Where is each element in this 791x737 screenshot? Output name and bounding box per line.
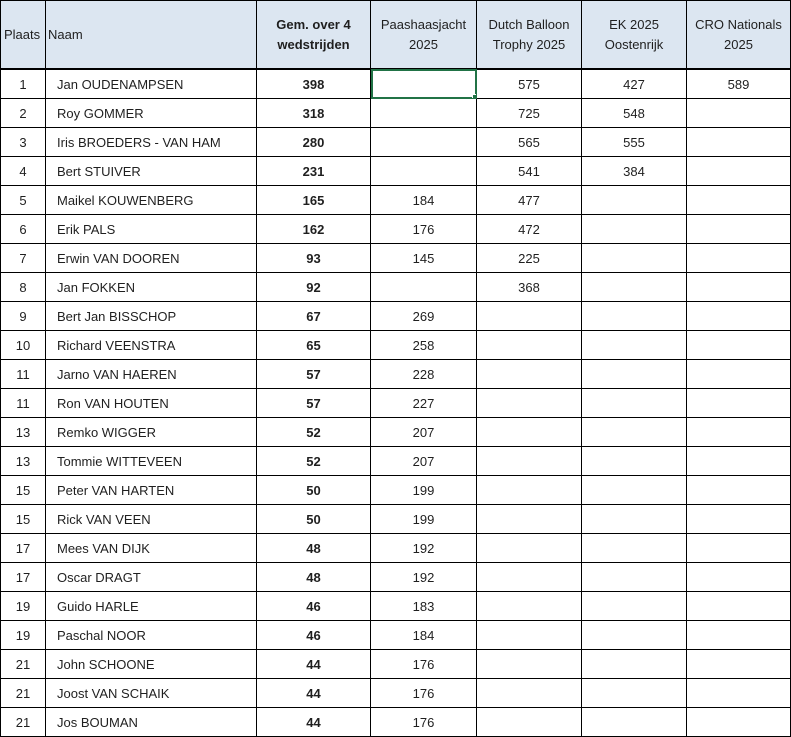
cell-average[interactable]: 57 <box>257 389 371 418</box>
cell-naam[interactable]: Jarno VAN HAEREN <box>46 360 257 389</box>
cell-ek-oostenrijk[interactable] <box>582 302 687 331</box>
cell-paashaasjacht[interactable]: 199 <box>371 476 477 505</box>
cell-ek-oostenrijk[interactable] <box>582 418 687 447</box>
cell-dutch-balloon-trophy[interactable] <box>477 592 582 621</box>
cell-paashaasjacht[interactable]: 207 <box>371 418 477 447</box>
cell-paashaasjacht[interactable]: 227 <box>371 389 477 418</box>
cell-naam[interactable]: Erik PALS <box>46 215 257 244</box>
header-dutch-balloon-trophy[interactable]: Dutch Balloon Trophy 2025 <box>477 1 582 70</box>
cell-plaats[interactable]: 7 <box>1 244 46 273</box>
cell-plaats[interactable]: 4 <box>1 157 46 186</box>
cell-plaats[interactable]: 11 <box>1 360 46 389</box>
cell-naam[interactable]: Peter VAN HARTEN <box>46 476 257 505</box>
cell-ek-oostenrijk[interactable] <box>582 563 687 592</box>
cell-average[interactable]: 48 <box>257 534 371 563</box>
cell-naam[interactable]: Joost VAN SCHAIK <box>46 679 257 708</box>
cell-naam[interactable]: Jan FOKKEN <box>46 273 257 302</box>
cell-naam[interactable]: Paschal NOOR <box>46 621 257 650</box>
cell-paashaasjacht[interactable]: 199 <box>371 505 477 534</box>
cell-cro-nationals[interactable] <box>687 621 791 650</box>
cell-ek-oostenrijk[interactable] <box>582 273 687 302</box>
cell-paashaasjacht[interactable] <box>371 99 477 128</box>
table-row <box>1 534 791 563</box>
cell-average[interactable]: 162 <box>257 215 371 244</box>
cell-dutch-balloon-trophy[interactable] <box>477 621 582 650</box>
cell-paashaasjacht[interactable]: 184 <box>371 621 477 650</box>
table-row <box>1 592 791 621</box>
cell-dutch-balloon-trophy[interactable] <box>477 360 582 389</box>
cell-paashaasjacht[interactable]: 184 <box>371 186 477 215</box>
cell-average[interactable]: 93 <box>257 244 371 273</box>
cell-cro-nationals[interactable]: 589 <box>687 69 791 99</box>
cell-dutch-balloon-trophy[interactable]: 368 <box>477 273 582 302</box>
header-ek-oostenrijk[interactable]: EK 2025 Oostenrijk <box>582 1 687 70</box>
cell-average[interactable]: 231 <box>257 157 371 186</box>
table-row <box>1 476 791 505</box>
cell-paashaasjacht[interactable]: 269 <box>371 302 477 331</box>
cell-cro-nationals[interactable] <box>687 360 791 389</box>
cell-average[interactable]: 46 <box>257 621 371 650</box>
table-row <box>1 128 791 157</box>
cell-naam[interactable]: Maikel KOUWENBERG <box>46 186 257 215</box>
cell-paashaasjacht[interactable] <box>371 273 477 302</box>
cell-cro-nationals[interactable] <box>687 708 791 737</box>
cell-cro-nationals[interactable] <box>687 418 791 447</box>
cell-plaats[interactable]: 3 <box>1 128 46 157</box>
cell-cro-nationals[interactable] <box>687 128 791 157</box>
cell-dutch-balloon-trophy[interactable]: 565 <box>477 128 582 157</box>
table-row <box>1 99 791 128</box>
cell-plaats[interactable]: 8 <box>1 273 46 302</box>
table-row <box>1 418 791 447</box>
table-row <box>1 621 791 650</box>
cell-naam[interactable]: Jos BOUMAN <box>46 708 257 737</box>
cell-naam[interactable]: Roy GOMMER <box>46 99 257 128</box>
cell-plaats[interactable]: 13 <box>1 447 46 476</box>
cell-ek-oostenrijk[interactable]: 548 <box>582 99 687 128</box>
cell-paashaasjacht[interactable]: 228 <box>371 360 477 389</box>
cell-average[interactable]: 398 <box>257 69 371 99</box>
cell-plaats[interactable]: 17 <box>1 534 46 563</box>
cell-ek-oostenrijk[interactable]: 555 <box>582 128 687 157</box>
table-row <box>1 157 791 186</box>
cell-cro-nationals[interactable] <box>687 679 791 708</box>
cell-cro-nationals[interactable] <box>687 99 791 128</box>
cell-naam[interactable]: Jan OUDENAMPSEN <box>46 69 257 99</box>
cell-naam[interactable]: Bert Jan BISSCHOP <box>46 302 257 331</box>
cell-naam[interactable]: Erwin VAN DOOREN <box>46 244 257 273</box>
cell-cro-nationals[interactable] <box>687 389 791 418</box>
cell-cro-nationals[interactable] <box>687 534 791 563</box>
header-average[interactable]: Gem. over 4 wedstrijden <box>257 1 371 70</box>
cell-plaats[interactable]: 19 <box>1 592 46 621</box>
cell-naam[interactable]: Richard VEENSTRA <box>46 331 257 360</box>
cell-average[interactable]: 318 <box>257 99 371 128</box>
cell-dutch-balloon-trophy[interactable] <box>477 302 582 331</box>
table-row <box>1 389 791 418</box>
cell-plaats[interactable]: 2 <box>1 99 46 128</box>
cell-ek-oostenrijk[interactable] <box>582 476 687 505</box>
cell-paashaasjacht[interactable] <box>371 128 477 157</box>
cell-ek-oostenrijk[interactable] <box>582 186 687 215</box>
cell-plaats[interactable]: 5 <box>1 186 46 215</box>
cell-plaats[interactable]: 21 <box>1 679 46 708</box>
cell-ek-oostenrijk[interactable] <box>582 331 687 360</box>
table-row <box>1 69 791 99</box>
cell-plaats[interactable]: 21 <box>1 650 46 679</box>
cell-cro-nationals[interactable] <box>687 331 791 360</box>
cell-cro-nationals[interactable] <box>687 302 791 331</box>
cell-average[interactable]: 92 <box>257 273 371 302</box>
cell-ek-oostenrijk[interactable] <box>582 650 687 679</box>
table-row <box>1 360 791 389</box>
cell-naam[interactable]: Iris BROEDERS - VAN HAM <box>46 128 257 157</box>
table-row <box>1 215 791 244</box>
cell-ek-oostenrijk[interactable] <box>582 679 687 708</box>
table-row <box>1 447 791 476</box>
header-row <box>1 1 791 70</box>
cell-average[interactable]: 50 <box>257 476 371 505</box>
cell-average[interactable]: 44 <box>257 708 371 737</box>
cell-cro-nationals[interactable] <box>687 476 791 505</box>
cell-paashaasjacht[interactable]: 258 <box>371 331 477 360</box>
cell-ek-oostenrijk[interactable]: 427 <box>582 69 687 99</box>
fill-handle[interactable] <box>472 94 477 99</box>
cell-ek-oostenrijk[interactable] <box>582 389 687 418</box>
cell-cro-nationals[interactable] <box>687 215 791 244</box>
cell-naam[interactable]: Guido HARLE <box>46 592 257 621</box>
cell-paashaasjacht[interactable]: 145 <box>371 244 477 273</box>
cell-plaats[interactable]: 13 <box>1 418 46 447</box>
cell-dutch-balloon-trophy[interactable]: 725 <box>477 99 582 128</box>
cell-naam[interactable]: Ron VAN HOUTEN <box>46 389 257 418</box>
cell-cro-nationals[interactable] <box>687 592 791 621</box>
header-naam[interactable]: Naam <box>46 1 257 70</box>
table-row <box>1 708 791 737</box>
cell-ek-oostenrijk[interactable] <box>582 447 687 476</box>
cell-ek-oostenrijk[interactable] <box>582 592 687 621</box>
cell-average[interactable]: 48 <box>257 563 371 592</box>
cell-dutch-balloon-trophy[interactable]: 225 <box>477 244 582 273</box>
cell-naam[interactable]: Tommie WITTEVEEN <box>46 447 257 476</box>
cell-average[interactable]: 165 <box>257 186 371 215</box>
cell-dutch-balloon-trophy[interactable]: 472 <box>477 215 582 244</box>
cell-dutch-balloon-trophy[interactable]: 477 <box>477 186 582 215</box>
cell-plaats[interactable]: 19 <box>1 621 46 650</box>
cell-cro-nationals[interactable] <box>687 244 791 273</box>
cell-average[interactable]: 44 <box>257 650 371 679</box>
cell-plaats[interactable]: 6 <box>1 215 46 244</box>
cell-paashaasjacht[interactable] <box>371 157 477 186</box>
cell-dutch-balloon-trophy[interactable] <box>477 505 582 534</box>
cell-average[interactable]: 52 <box>257 447 371 476</box>
cell-plaats[interactable]: 17 <box>1 563 46 592</box>
cell-ek-oostenrijk[interactable] <box>582 505 687 534</box>
cell-average[interactable]: 52 <box>257 418 371 447</box>
table-row <box>1 302 791 331</box>
cell-plaats[interactable]: 9 <box>1 302 46 331</box>
cell-average[interactable]: 280 <box>257 128 371 157</box>
cell-paashaasjacht[interactable]: 176 <box>371 650 477 679</box>
header-paashaasjacht[interactable]: Paashaasjacht 2025 <box>371 1 477 70</box>
cell-paashaasjacht[interactable]: 207 <box>371 447 477 476</box>
cell-dutch-balloon-trophy[interactable] <box>477 534 582 563</box>
table-row <box>1 679 791 708</box>
cell-cro-nationals[interactable] <box>687 447 791 476</box>
cell-ek-oostenrijk[interactable] <box>582 244 687 273</box>
cell-ek-oostenrijk[interactable] <box>582 215 687 244</box>
table-row <box>1 244 791 273</box>
cell-paashaasjacht[interactable]: 176 <box>371 215 477 244</box>
cell-cro-nationals[interactable] <box>687 650 791 679</box>
cell-plaats[interactable]: 15 <box>1 476 46 505</box>
header-cro-nationals[interactable]: CRO Nationals 2025 <box>687 1 791 70</box>
cell-ek-oostenrijk[interactable] <box>582 621 687 650</box>
table-row <box>1 273 791 302</box>
cell-naam[interactable]: Oscar DRAGT <box>46 563 257 592</box>
cell-paashaasjacht[interactable]: 176 <box>371 679 477 708</box>
cell-dutch-balloon-trophy[interactable] <box>477 563 582 592</box>
table-row <box>1 505 791 534</box>
cell-dutch-balloon-trophy[interactable] <box>477 476 582 505</box>
cell-dutch-balloon-trophy[interactable] <box>477 679 582 708</box>
table-row <box>1 650 791 679</box>
cell-ek-oostenrijk[interactable] <box>582 534 687 563</box>
cell-naam[interactable]: Bert STUIVER <box>46 157 257 186</box>
cell-dutch-balloon-trophy[interactable]: 541 <box>477 157 582 186</box>
table-row <box>1 563 791 592</box>
cell-naam[interactable]: Remko WIGGER <box>46 418 257 447</box>
cell-dutch-balloon-trophy[interactable] <box>477 331 582 360</box>
cell-naam[interactable]: Rick VAN VEEN <box>46 505 257 534</box>
cell-paashaasjacht[interactable]: 183 <box>371 592 477 621</box>
cell-cro-nationals[interactable] <box>687 563 791 592</box>
table-row <box>1 186 791 215</box>
cell-naam[interactable]: John SCHOONE <box>46 650 257 679</box>
cell-plaats[interactable]: 21 <box>1 708 46 737</box>
cell-cro-nationals[interactable] <box>687 273 791 302</box>
cell-average[interactable]: 44 <box>257 679 371 708</box>
cell-plaats[interactable]: 1 <box>1 69 46 99</box>
header-plaats[interactable]: Plaats <box>1 1 46 70</box>
table-body <box>1 69 791 737</box>
cell-ek-oostenrijk[interactable] <box>582 360 687 389</box>
cell-average[interactable]: 46 <box>257 592 371 621</box>
cell-naam[interactable]: Mees VAN DIJK <box>46 534 257 563</box>
table-row <box>1 331 791 360</box>
cell-dutch-balloon-trophy[interactable]: 575 <box>477 69 582 99</box>
cell-paashaasjacht[interactable]: 192 <box>371 534 477 563</box>
cell-dutch-balloon-trophy[interactable] <box>477 418 582 447</box>
cell-dutch-balloon-trophy[interactable] <box>477 447 582 476</box>
cell-plaats[interactable]: 10 <box>1 331 46 360</box>
cell-ek-oostenrijk[interactable] <box>582 708 687 737</box>
selected-cell[interactable] <box>371 69 477 99</box>
cell-cro-nationals[interactable] <box>687 186 791 215</box>
cell-paashaasjacht[interactable]: 192 <box>371 563 477 592</box>
cell-dutch-balloon-trophy[interactable] <box>477 389 582 418</box>
cell-plaats[interactable]: 15 <box>1 505 46 534</box>
cell-plaats[interactable]: 11 <box>1 389 46 418</box>
cell-average[interactable]: 65 <box>257 331 371 360</box>
cell-dutch-balloon-trophy[interactable] <box>477 650 582 679</box>
cell-ek-oostenrijk[interactable]: 384 <box>582 157 687 186</box>
cell-average[interactable]: 67 <box>257 302 371 331</box>
cell-average[interactable]: 50 <box>257 505 371 534</box>
cell-average[interactable]: 57 <box>257 360 371 389</box>
cell-cro-nationals[interactable] <box>687 157 791 186</box>
cell-cro-nationals[interactable] <box>687 505 791 534</box>
cell-paashaasjacht[interactable]: 176 <box>371 708 477 737</box>
cell-dutch-balloon-trophy[interactable] <box>477 708 582 737</box>
